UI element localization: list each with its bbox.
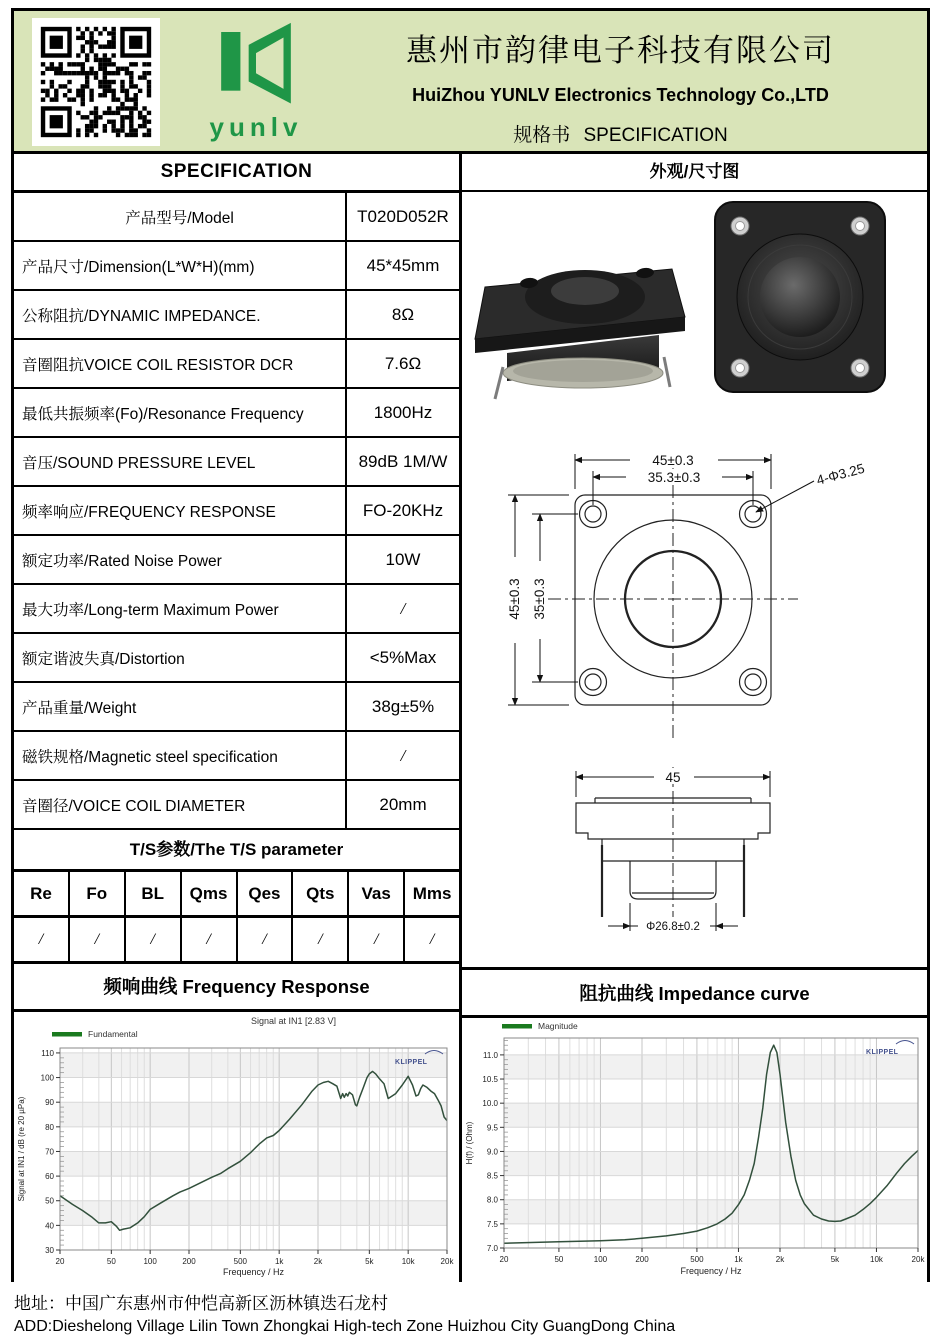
spec-row-label: 音圈阻抗VOICE COIL RESISTOR DCR bbox=[14, 340, 347, 387]
spec-row-label: 产品尺寸/Dimension(L*W*H)(mm) bbox=[14, 242, 347, 289]
header-band bbox=[14, 11, 927, 154]
svg-text:20: 20 bbox=[55, 1257, 65, 1266]
svg-text:1k: 1k bbox=[274, 1257, 284, 1266]
ts-value-cell: / bbox=[126, 918, 182, 961]
spec-row bbox=[14, 781, 459, 830]
svg-text:9.0: 9.0 bbox=[486, 1147, 498, 1157]
spec-row bbox=[14, 732, 459, 781]
front-dim-width: 45±0.3 bbox=[652, 453, 694, 468]
spec-row-value: 38g±5% bbox=[371, 696, 435, 716]
address-cn: 地址：中国广东惠州市仲恺高新区沥林镇迭石龙村 bbox=[14, 1294, 388, 1314]
spec-row-value: / bbox=[400, 745, 406, 765]
frequency-response-section-title: 频响曲线 Frequency Response bbox=[14, 964, 459, 1012]
svg-text:110: 110 bbox=[41, 1048, 54, 1058]
ts-value-cell: / bbox=[70, 918, 126, 961]
qr-code bbox=[30, 18, 162, 146]
svg-text:H(f) / (Ohm): H(f) / (Ohm) bbox=[465, 1121, 474, 1165]
spec-row-label: 公称阻抗/DYNAMIC IMPEDANCE. bbox=[14, 291, 347, 338]
svg-text:Frequency / Hz: Frequency / Hz bbox=[680, 1266, 742, 1276]
svg-text:5k: 5k bbox=[365, 1257, 374, 1266]
product-photo-side bbox=[467, 217, 702, 422]
ts-header-cell: Vas bbox=[349, 872, 405, 915]
doc-type-en: SPECIFICATION bbox=[583, 125, 728, 146]
ts-header-cell: Re bbox=[14, 872, 70, 915]
spec-table-title: SPECIFICATION bbox=[14, 154, 459, 193]
svg-text:10.0: 10.0 bbox=[482, 1099, 498, 1109]
spec-row-value: 7.6Ω bbox=[384, 353, 422, 373]
spec-row bbox=[14, 585, 459, 634]
svg-text:500: 500 bbox=[690, 1255, 704, 1264]
svg-text:1k: 1k bbox=[734, 1255, 743, 1264]
svg-text:10.5: 10.5 bbox=[482, 1075, 498, 1085]
spec-row bbox=[14, 193, 459, 242]
spec-row-value: <5%Max bbox=[369, 647, 437, 667]
svg-text:200: 200 bbox=[182, 1257, 196, 1266]
svg-text:200: 200 bbox=[635, 1255, 649, 1264]
spec-row bbox=[14, 438, 459, 487]
spec-table bbox=[14, 193, 459, 830]
spec-row-label: 磁铁规格/Magnetic steel specification bbox=[14, 732, 347, 779]
svg-text:2k: 2k bbox=[775, 1255, 785, 1264]
ts-header-cell: Qes bbox=[238, 872, 294, 915]
spec-row-value: FO-20KHz bbox=[362, 500, 444, 520]
front-dim-hole-span-h: 35.3±0.3 bbox=[647, 470, 701, 485]
svg-text:7.5: 7.5 bbox=[486, 1219, 498, 1229]
doc-type-line bbox=[324, 120, 917, 147]
appearance-dimension-title: 外观/尺寸图 bbox=[462, 154, 927, 192]
spec-row-value: 20mm bbox=[379, 794, 427, 814]
svg-text:5k: 5k bbox=[830, 1255, 840, 1264]
sheet-border bbox=[11, 8, 930, 1282]
ts-parameter-title: T/S参数/The T/S parameter bbox=[14, 830, 459, 872]
side-dim-width: 45 bbox=[665, 770, 681, 785]
svg-text:100: 100 bbox=[143, 1257, 157, 1266]
svg-text:20k: 20k bbox=[911, 1255, 925, 1264]
svg-text:KLIPPEL: KLIPPEL bbox=[395, 1059, 428, 1066]
svg-text:8.0: 8.0 bbox=[486, 1195, 498, 1205]
svg-text:Magnitude: Magnitude bbox=[538, 1021, 578, 1031]
ts-header-row bbox=[14, 872, 459, 918]
speaker-logo-icon bbox=[201, 19, 311, 111]
ts-header-cell: Mms bbox=[412, 883, 452, 903]
svg-text:70: 70 bbox=[45, 1147, 54, 1157]
ts-value-cell: / bbox=[238, 918, 294, 961]
side-dim-magnet-diameter: Φ26.8±0.2 bbox=[646, 921, 700, 933]
svg-text:11.0: 11.0 bbox=[483, 1050, 498, 1060]
front-dim-hole-diameter: 4-Φ3.25 bbox=[814, 460, 867, 488]
frequency-response-chart bbox=[14, 1012, 459, 1283]
doc-type-cn: 规格书 bbox=[513, 124, 571, 146]
svg-text:7.0: 7.0 bbox=[486, 1244, 498, 1253]
ts-header-cell: Fo bbox=[70, 872, 126, 915]
product-photos bbox=[462, 192, 927, 425]
spec-row bbox=[14, 340, 459, 389]
product-photo-front bbox=[710, 197, 890, 397]
svg-text:50: 50 bbox=[45, 1196, 54, 1206]
svg-text:10k: 10k bbox=[870, 1255, 883, 1264]
footer-address bbox=[14, 1289, 934, 1336]
spec-row bbox=[14, 389, 459, 438]
ts-value-cell: / bbox=[14, 918, 70, 961]
svg-text:8.5: 8.5 bbox=[486, 1171, 498, 1181]
svg-text:20: 20 bbox=[499, 1255, 509, 1264]
svg-text:100: 100 bbox=[40, 1073, 54, 1083]
header-text-block bbox=[324, 11, 917, 147]
svg-text:Signal at IN1 / dB (re 20 µPa): Signal at IN1 / dB (re 20 µPa) bbox=[17, 1096, 26, 1202]
front-dim-height: 45±0.3 bbox=[507, 578, 522, 620]
svg-text:10k: 10k bbox=[401, 1257, 415, 1266]
spec-row-value: / bbox=[400, 598, 406, 618]
ts-header-cell: Qms bbox=[182, 872, 238, 915]
spec-row bbox=[14, 291, 459, 340]
spec-row bbox=[14, 683, 459, 732]
svg-text:80: 80 bbox=[45, 1122, 54, 1132]
svg-text:Signal at IN1 [2.83 V]: Signal at IN1 [2.83 V] bbox=[250, 1016, 337, 1026]
spec-row bbox=[14, 634, 459, 683]
spec-row-label: 最大功率/Long-term Maximum Power bbox=[14, 585, 347, 632]
svg-text:50: 50 bbox=[554, 1255, 564, 1264]
spec-row-label: 音压/SOUND PRESSURE LEVEL bbox=[14, 438, 347, 485]
ts-value-cell: / bbox=[293, 918, 349, 961]
spec-row-value: 10W bbox=[385, 549, 421, 569]
spec-row bbox=[14, 536, 459, 585]
impedance-curve-section-title: 阻抗曲线 Impedance curve bbox=[462, 967, 927, 1018]
svg-text:40: 40 bbox=[45, 1221, 54, 1231]
ts-header-cell: Qts bbox=[293, 872, 349, 915]
svg-text:30: 30 bbox=[45, 1246, 54, 1255]
svg-text:2k: 2k bbox=[313, 1257, 323, 1266]
front-dim-hole-span-v: 35±0.3 bbox=[532, 578, 547, 620]
ts-value-cell: / bbox=[182, 918, 238, 961]
spec-row-label: 音圈径/VOICE COIL DIAMETER bbox=[14, 781, 347, 828]
ts-header-cell: BL bbox=[126, 872, 182, 915]
spec-row-label: 产品型号/Model bbox=[14, 193, 347, 240]
svg-text:20k: 20k bbox=[440, 1257, 454, 1266]
company-logo bbox=[196, 19, 316, 143]
spec-row-label: 最低共振频率(Fo)/Resonance Frequency bbox=[14, 389, 347, 436]
front-view-drawing bbox=[462, 425, 927, 745]
spec-row bbox=[14, 487, 459, 536]
left-column bbox=[14, 154, 462, 1279]
spec-row-value: 8Ω bbox=[391, 304, 415, 324]
svg-text:500: 500 bbox=[233, 1257, 248, 1266]
svg-text:60: 60 bbox=[45, 1172, 54, 1182]
right-column bbox=[462, 154, 927, 1279]
svg-text:KLIPPEL: KLIPPEL bbox=[866, 1049, 899, 1056]
spec-row-value: T020D052R bbox=[357, 206, 449, 226]
svg-text:100: 100 bbox=[593, 1255, 608, 1264]
side-view-drawing bbox=[462, 745, 927, 967]
logo-wordmark: yunlv bbox=[209, 112, 303, 142]
address-en: ADD:Dieshelong Village Lilin Town Zhongkai High-tech Zone Huizhou City GuangDong China bbox=[14, 1318, 676, 1335]
svg-text:Frequency / Hz: Frequency / Hz bbox=[222, 1267, 285, 1277]
ts-value-cell: / bbox=[349, 918, 405, 961]
spec-row-label: 额定谐波失真/Distortion bbox=[14, 634, 347, 681]
company-name-cn: 惠州市韵律电子科技有限公司 bbox=[406, 33, 835, 69]
spec-row-value: 89dB 1M/W bbox=[358, 451, 448, 471]
spec-row bbox=[14, 242, 459, 291]
spec-row-value: 1800Hz bbox=[373, 402, 433, 422]
svg-text:50: 50 bbox=[106, 1257, 116, 1266]
ts-value-cell: / bbox=[429, 930, 435, 948]
spec-row-label: 频率响应/FREQUENCY RESPONSE bbox=[14, 487, 347, 534]
svg-text:90: 90 bbox=[45, 1098, 54, 1108]
company-name-en: HuiZhou YUNLV Electronics Technology Co.,LTD bbox=[412, 85, 829, 105]
spec-row-label: 产品重量/Weight bbox=[14, 683, 347, 730]
impedance-curve-chart bbox=[462, 1018, 927, 1283]
spec-row-label: 额定功率/Rated Noise Power bbox=[14, 536, 347, 583]
svg-text:Fundamental: Fundamental bbox=[88, 1029, 138, 1039]
ts-values-row bbox=[14, 918, 459, 964]
spec-row-value: 45*45mm bbox=[366, 255, 440, 275]
svg-text:9.5: 9.5 bbox=[486, 1123, 498, 1133]
